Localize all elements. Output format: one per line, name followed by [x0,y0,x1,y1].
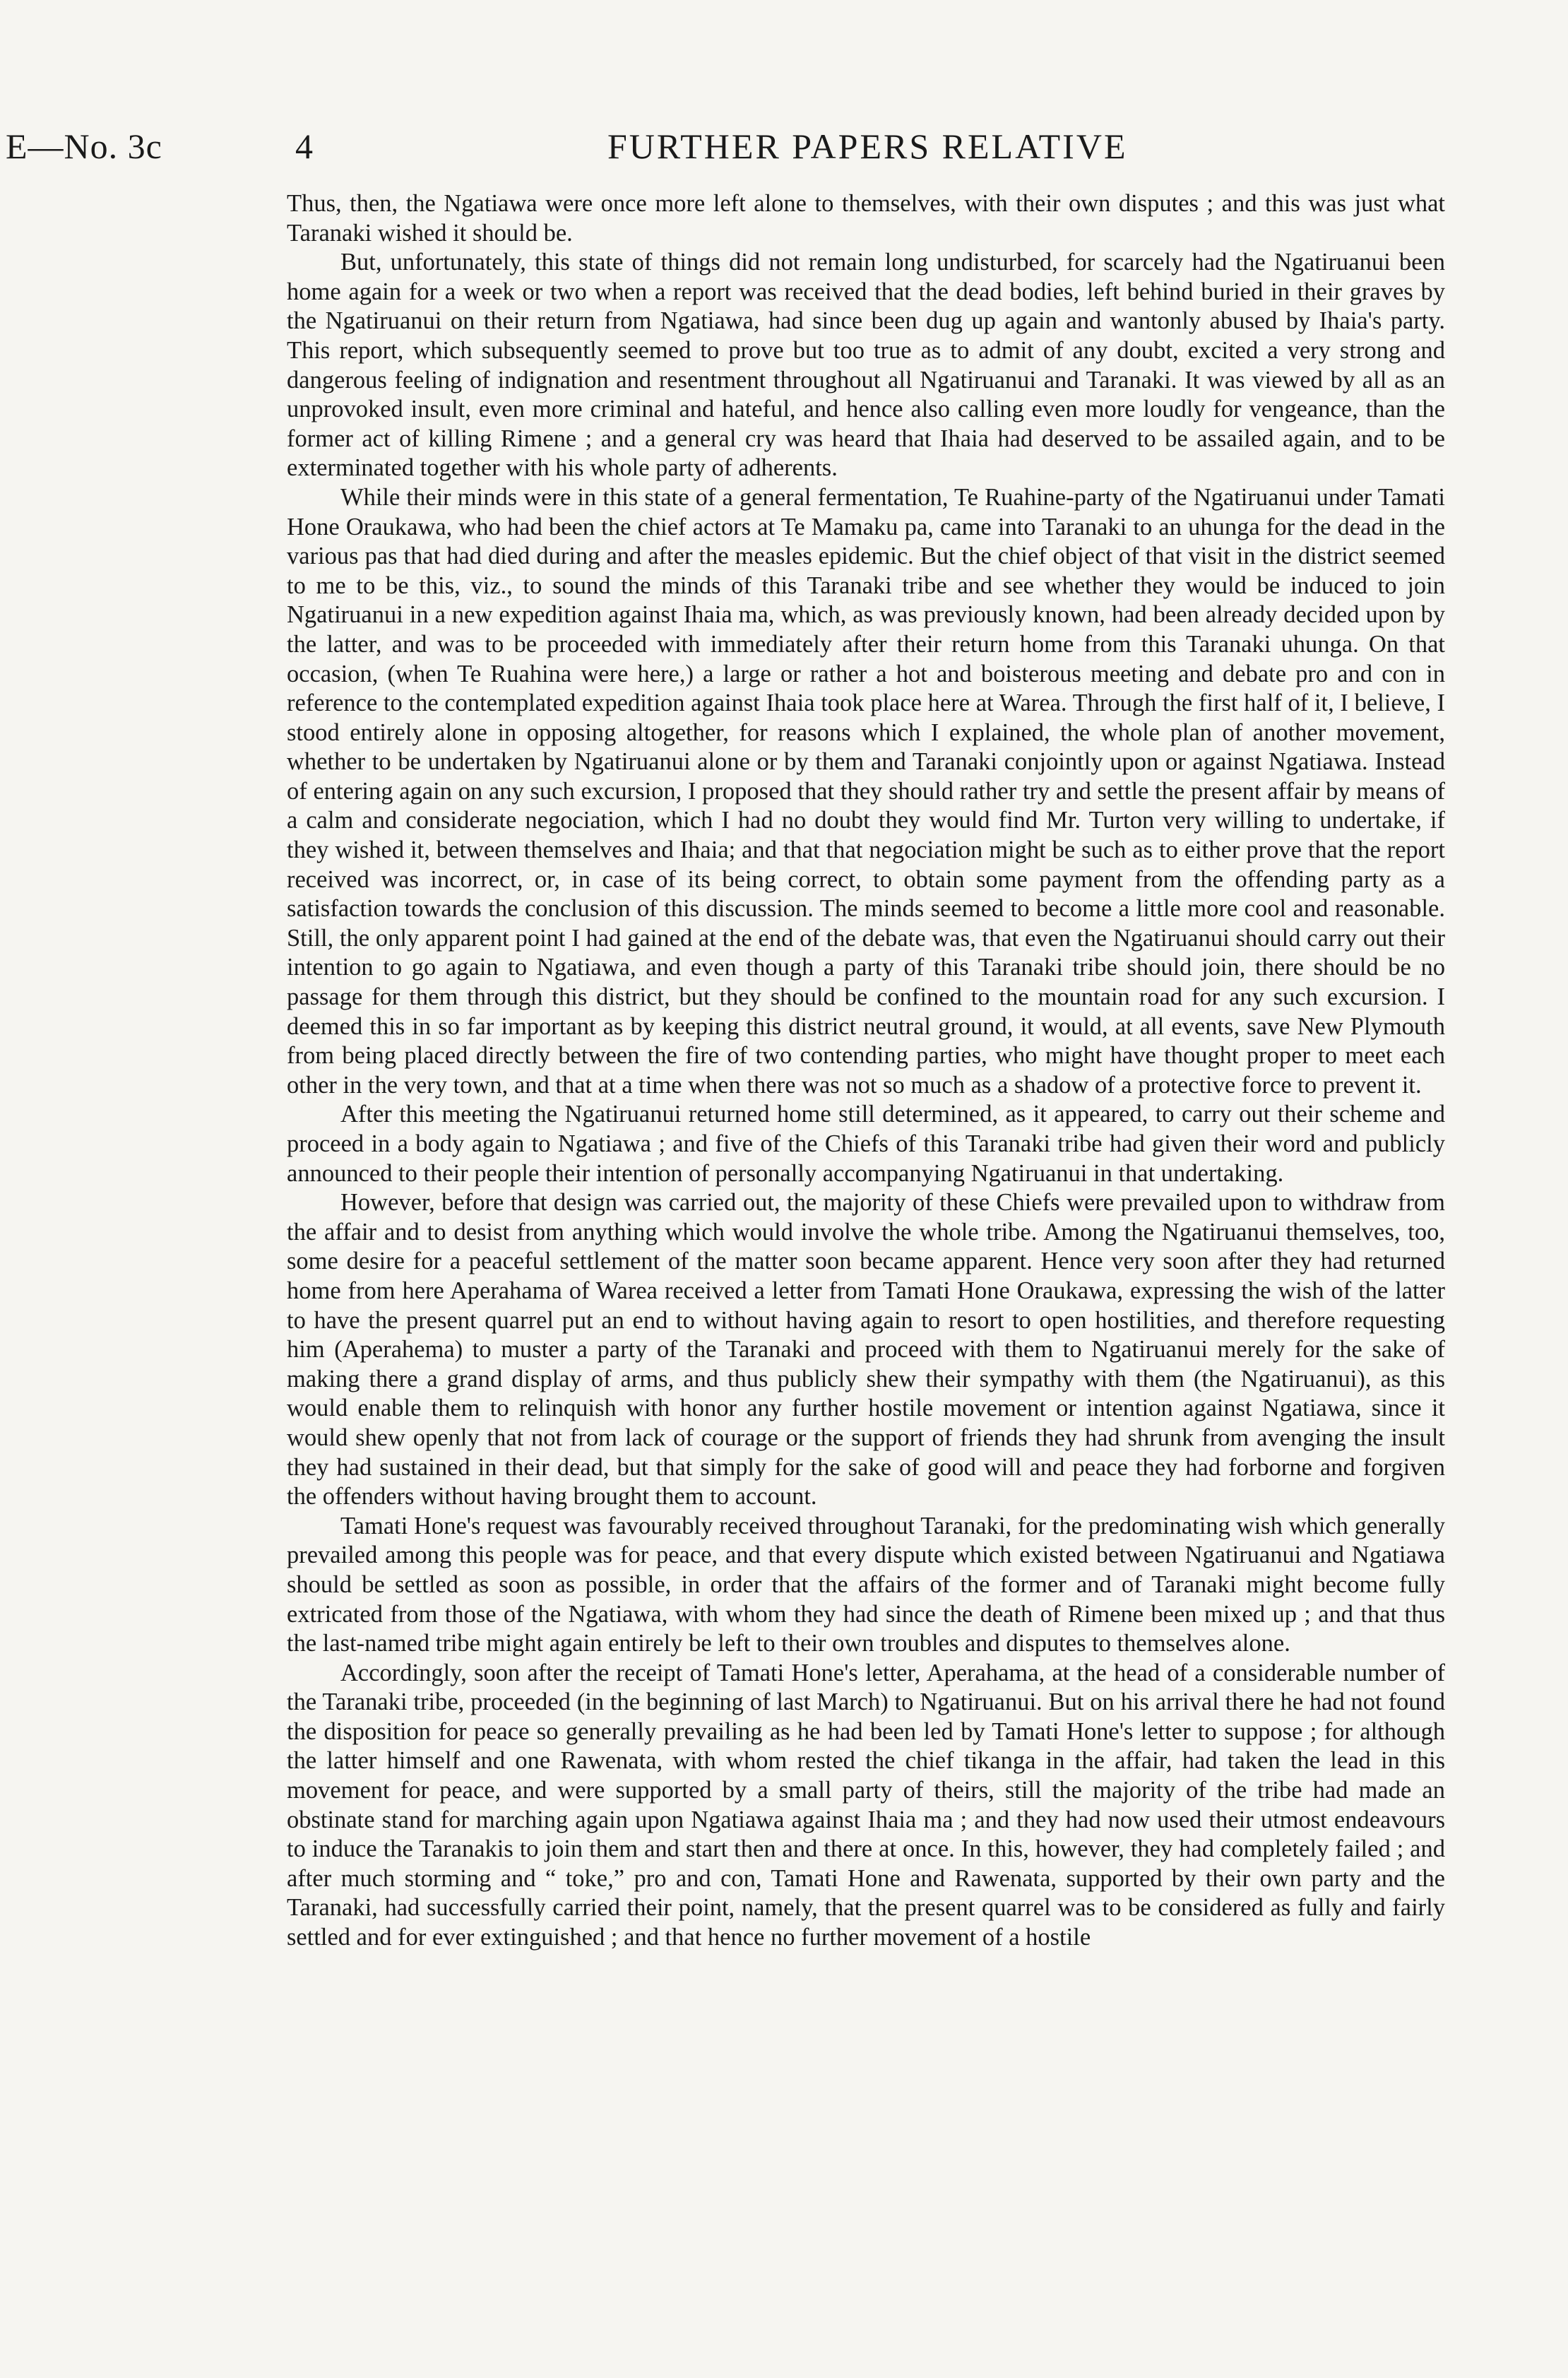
body-text [287,189,1445,1953]
paragraph: But, unfortunately, this state of things did not remain long undisturbed, for scarcely had the Ngatiruanui been home again for a week or two when a report was received that the dead bodies, left behind buried in their graves by the Ngatiruanui on their return from Ngatiawa, had since been dug up again and wantonly abused by Ihaia's party. This report, which subsequently seemed to prove but too true as to admit of any doubt, excited a very strong and dangerous feeling of indignation and resentment throughout all Ngatiruanui and Taranaki. It was viewed by all as an unprovoked insult, even more criminal and hateful, and hence also calling even more loudly for vengeance, than the former act of killing Rimene ; and a general cry was heard that Ihaia had deserved to be assailed again, and to be exterminated together with his whole party of adherents. [287,249,1445,482]
page-number: 4 [295,126,313,166]
paragraph: Accordingly, soon after the receipt of Tamati Hone's letter, Aperahama, at the head of a considerable number of the Taranaki tribe, proceeded (in the beginning of last March) to Ngatiruanui. But on his arrival there he had not found the disposition for peace so generally prevailing as he had been led by Tamati Hone's letter to suppose ; for although the latter himself and one Rawenata, with whom rested the chief tikanga in the affair, had taken the lead in this movement for peace, and were supported by a small party of theirs, still the majority of the tribe had made an obstinate stand for marching again upon Ngatiawa against Ihaia ma ; and they had now used their utmost endeavours to induce the Taranakis to join them and start then and there at once. In this, however, they had completely failed ; and after much storming and “ toke,” pro and con, Tamati Hone and Rawenata, supported by their own party and the Taranaki, had successfully carried their point, namely, that the present quarrel was to be considered as fully and fairly settled and for ever extinguished ; and that hence no further movement of a hostile [287,1659,1445,1951]
paragraph: Thus, then, the Ngatiawa were once more left alone to themselves, with their own disputes ; and this was just what Taranaki wished it should be. [287,190,1445,247]
paragraph: While their minds were in this state of a general fermentation, Te Ruahine-party of the Ngatiruanui under Tamati Hone Oraukawa, who had been the chief actors at Te Mamaku pa, came into Taranaki to an uhunga for the dead in the various pas that had died during and after the measles epidemic. But the chief object of that visit in the district seemed to me to be this, viz., to sound the minds of this Taranaki tribe and see whether they would be induced to join Ngatiruanui in a new expedition against Ihaia ma, which, as was previously known, had been already decided upon by the latter, and was to be proceeded with immediately after their return home from this Taranaki uhunga. On that occasion, (when Te Ruahina were here,) a large or rather a hot and boisterous meeting and debate pro and con in reference to the contemplated expedition against Ihaia took place here at Warea. Through the first half of it, I believe, I stood entirely alone in opposing altogether, for reasons which I explained, the whole plan of another movement, whether to be undertaken by Ngatiruanui alone or by them and Taranaki conjointly upon or against Ngatiawa. Instead of entering again on any such excursion, I proposed that they should rather try and settle the present affair by means of a calm and considerate negociation, which I had no doubt they would find Mr. Turton very willing to undertake, if they wished it, between themselves and Ihaia; and that that negociation might be such as to either prove that the report received was incorrect, or, in case of its being correct, to obtain some payment from the offending party as a satisfaction towards the conclusion of this discussion. The minds seemed to become a little more cool and reasonable. Still, the only apparent point I had gained at the end of the debate was, that even the Ngatiruanui should carry out their intention to go again to Ngatiawa, and even though a party of this Taranaki tribe should join, there should be no passage for them through this district, but they should be confined to the mountain road for any such excursion. I deemed this in so far important as by keeping this district neutral ground, it would, at all events, save New Plymouth from being placed directly between the fire of two contending parties, who might have thought proper to meet each other in the very town, and that at a time when there was not so much as a shadow of a protective force to prevent it. [287,483,1445,1099]
paragraph: Tamati Hone's request was favourably received throughout Taranaki, for the predominating wish which generally prevailed among this people was for peace, and that every dispute which existed between Ngatiruanui and Ngatiawa should be settled as soon as possible, in order that the affairs of the former and of Taranaki might become fully extricated from those of the Ngatiawa, with whom they had since the death of Rimene been mixed up ; and that thus the last-named tribe might again entirely be left to their own troubles and disputes to themselves alone. [287,1512,1445,1657]
paragraph: After this meeting the Ngatiruanui returned home still determined, as it appeared, to carry out their scheme and proceed in a body again to Ngatiawa ; and five of the Chiefs of this Taranaki tribe had given their word and publicly announced to their people their intention of personally accompanying Ngatiruanui in that undertaking. [287,1101,1445,1187]
page-header [0,126,1568,175]
paragraph: However, before that design was carried out, the majority of these Chiefs were prevailed upon to withdraw from the affair and to desist from anything which would involve the whole tribe. Among the Ngatiruanui themselves, too, some desire for a peaceful settlement of the matter soon became apparent. Hence very soon after they had returned home from here Aperahama of Warea received a letter from Tamati Hone Oraukawa, expressing the wish of the latter to have the present quarrel put an end to without having again to resort to open hostilities, and therefore requesting him (Aperahema) to muster a party of the Taranaki and proceed with them to Ngatiruanui merely for the sake of making there a grand display of arms, and thus publicly shew their sympathy with them (the Ngatiruanui), as this would enable them to relinquish with honor any further hostile movement or intention against Ngatiawa, since it would shew openly that not from lack of courage or the support of friends they had shrunk from avenging the insult they had sustained in their dead, but that simply for the sake of good will and peace they had forborne and forgiven the offenders without having brought them to account. [287,1189,1445,1510]
document-reference: E—No. 3c [6,126,162,166]
running-title: FURTHER PAPERS RELATIVE [607,126,1128,166]
